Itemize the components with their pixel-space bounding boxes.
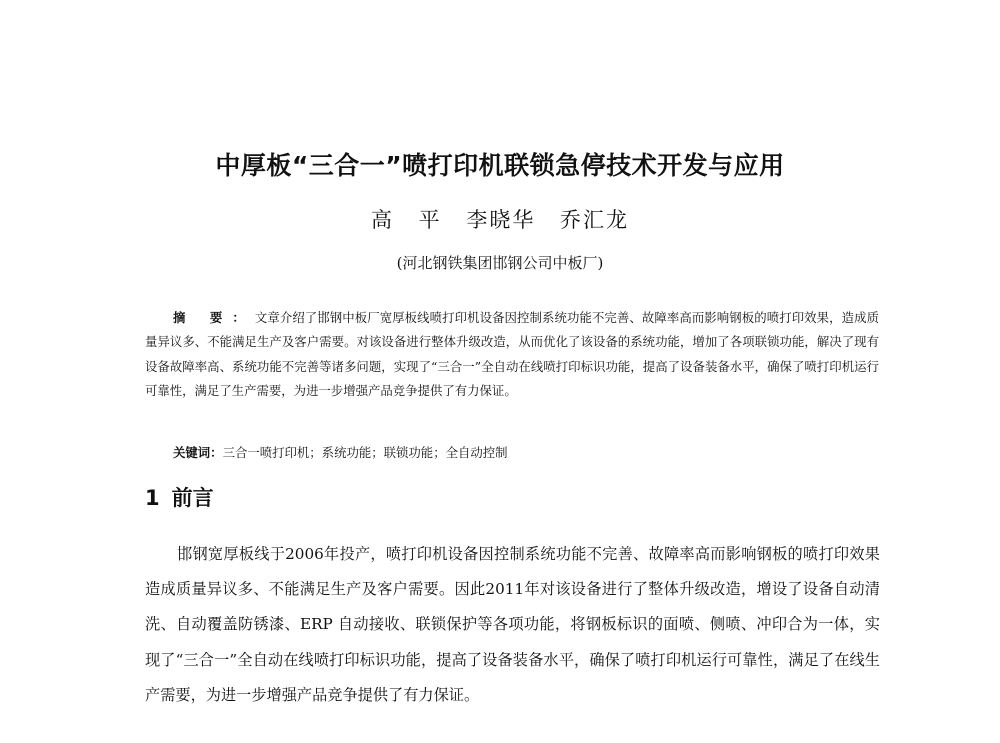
section-paragraph: 邯钢宽厚板线于2006年投产，喷打印机设备因控制系统功能不完善、故障率高而影响钢板的喷打印效果造成质量异议多、不能满足生产及客户需要。因此2011年对该设备进行了整体升级改造，增设了设备自动清洗、自动覆盖防锈漆、ERP 自动接收、联锁保护等各项功能，将钢板标识的面喷、侧喷、冲印合为一体，实现了“三合一”全自动在线喷打印标识功能，提高了设备装备水平，确保了喷打印机运行可靠性，满足了在线生产需要，为进一步增强产品竞争提供了有力保证。	[145, 545, 880, 704]
section-heading	[145, 482, 214, 512]
abstract	[145, 306, 879, 404]
abstract-text: 文章介绍了邯钢中板厂宽厚板线喷打印机设备因控制系统功能不完善、故障率高而影响钢板的喷打印效果，造成质量异议多、不能满足生产及客户需要。对该设备进行整体升级改造，从而优化了该设备的系统功能，增加了各项联锁功能，解决了现有设备故障率高、系统功能不完善等诸多问题，实现了“三合一”全自动在线喷打印标识功能，提高了设备装备水平，确保了喷打印机运行可靠性，满足了生产需要，为进一步增强产品竞争提供了有力保证。	[145, 310, 879, 399]
abstract-label: 摘 要：	[173, 310, 255, 325]
paper-title: 中厚板“三合一”喷打印机联锁急停技术开发与应用	[215, 151, 785, 180]
section-number: 1	[145, 486, 160, 510]
keywords	[173, 441, 873, 465]
keywords-text: 三合一喷打印机；系统功能；联锁功能；全自动控制	[222, 445, 508, 460]
author-list: 高 平 李晓华 乔汇龙	[370, 208, 630, 232]
affiliation: (河北钢铁集团邯钢公司中板厂)	[396, 254, 604, 272]
section-title: 前言	[171, 486, 214, 510]
keywords-label: 关键词：	[173, 445, 223, 460]
